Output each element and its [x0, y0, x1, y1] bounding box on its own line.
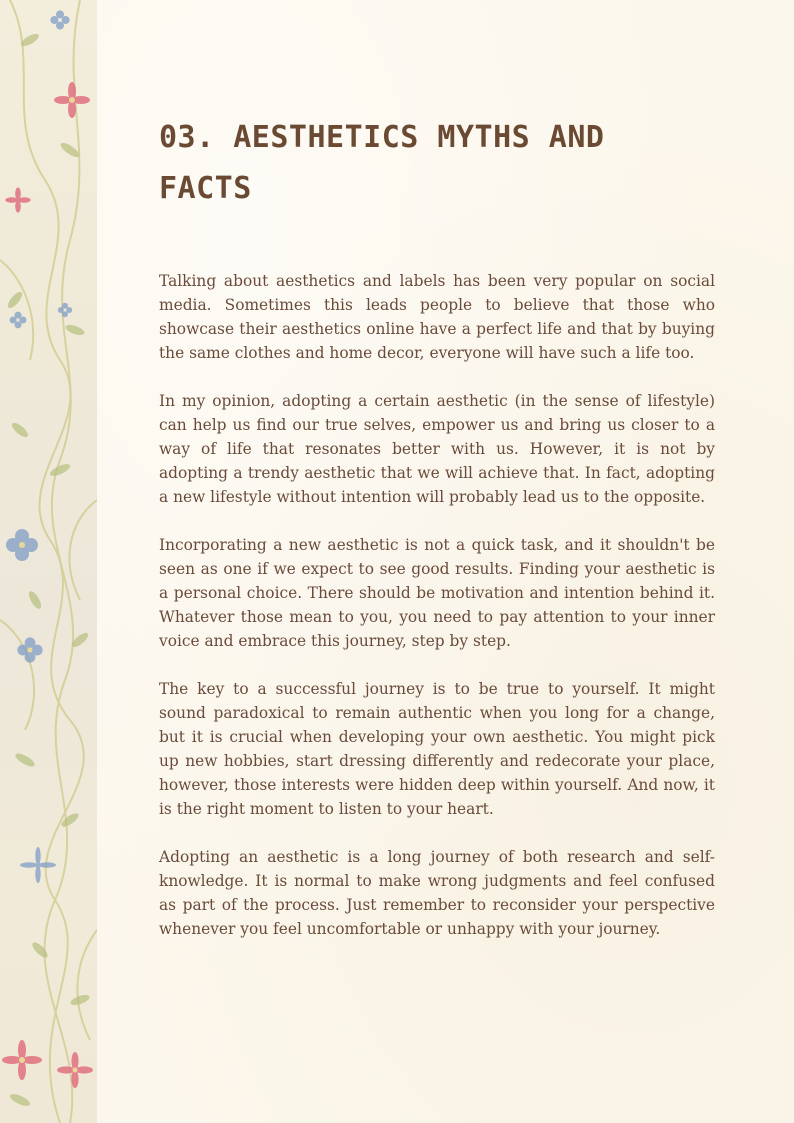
floral-border-strip	[0, 0, 97, 1123]
floral-pattern-icon	[0, 0, 97, 1123]
paragraph-3: Incorporating a new aesthetic is not a quick task, and it shouldn't be seen as one if we expect to see good results. Finding your aesthetic is a personal choice. There should be motivation and intention behind it. Whatever those mean to you, you need to pay attention to your inner voice and embrace this journey, step by step.	[159, 536, 715, 650]
page-title: 03. AESTHETICS MYTHS AND FACTS	[159, 120, 605, 206]
paragraph-4: The key to a successful journey is to be true to yourself. It might sound paradoxical to remain authentic when you long for a change, but it is crucial when developing your own aesthetic. You might pick up new hobbies, start dressing differently and redecorate your place, however, those interests were hidden deep within yourself. And now, it is the right moment to listen to your heart.	[159, 680, 715, 818]
paragraph-5: Adopting an aesthetic is a long journey of both research and self-knowledge. It is normal to make wrong judgments and feel confused as part of the process. Just remember to reconsider your perspective whenever you feel uncomfortable or unhappy with your journey.	[159, 848, 715, 938]
paragraph-2: In my opinion, adopting a certain aesthetic (in the sense of lifestyle) can help us find our true selves, empower us and bring us closer to a way of life that resonates better with us. However, it is not by adopting a trendy aesthetic that we will achieve that. In fact, adopting a new lifestyle without intention will probably lead us to the opposite.	[159, 392, 715, 506]
paragraph-1: Talking about aesthetics and labels has been very popular on social media. Sometimes this leads people to believe that those who showcase their aesthetics online have a perfect life and that by buying the same clothes and home decor, everyone will have such a life too.	[159, 272, 715, 362]
body-text	[159, 269, 715, 941]
main-content	[159, 112, 715, 965]
